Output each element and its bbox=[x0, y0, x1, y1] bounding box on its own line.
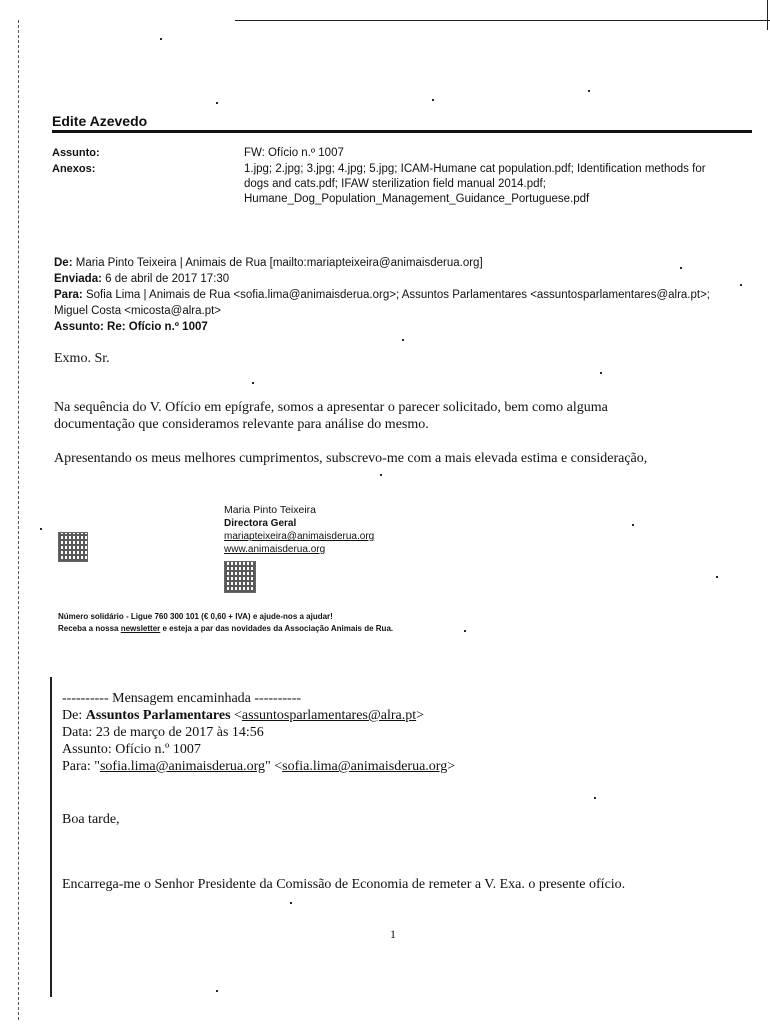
to-line bbox=[54, 287, 744, 319]
forward-to-label: Para: bbox=[62, 759, 91, 774]
scan-speck bbox=[160, 38, 162, 40]
spacer bbox=[62, 775, 742, 811]
footer-note-text: Receba a nossa bbox=[58, 624, 121, 633]
forward-to-quoted-link[interactable]: sofia.lima@animaisderua.org bbox=[99, 759, 266, 774]
sent-value: 6 de abril de 2017 17:30 bbox=[105, 273, 230, 285]
scan-speck bbox=[216, 102, 218, 104]
from-value: Maria Pinto Teixeira | Animais de Rua [mailto:mariapteixeira@animaisderua.org] bbox=[75, 257, 483, 269]
forward-from-line: De: Assuntos Parlamentares <assuntosparlamentares@alra.pt> bbox=[62, 708, 425, 723]
forward-date-line: Data: 23 de março de 2017 às 14:56 bbox=[62, 725, 264, 740]
forward-from-name: Assuntos Parlamentares bbox=[85, 708, 231, 723]
footer-note-text: e esteja a par das novidades da Associação Animais de Rua. bbox=[160, 624, 394, 633]
footer-note bbox=[58, 611, 393, 635]
qr-code-signature bbox=[224, 561, 256, 593]
forward-to-line: Para: "sofia.lima@animaisderua.org" <sofia.lima@animaisderua.org> bbox=[62, 759, 456, 774]
footer-note-line-2 bbox=[58, 623, 393, 635]
scan-speck bbox=[600, 372, 602, 374]
signature-website-link[interactable]: www.animaisderua.org bbox=[224, 544, 326, 555]
signature-email-link[interactable]: mariapteixeira@animaisderua.org bbox=[224, 531, 375, 542]
forward-from-email-link[interactable]: assuntosparlamentares@alra.pt bbox=[241, 708, 417, 723]
forward-subject-line: Assunto: Ofício n.º 1007 bbox=[62, 742, 201, 757]
scan-speck bbox=[252, 382, 254, 384]
scan-speck bbox=[432, 99, 434, 101]
spacer bbox=[62, 828, 742, 876]
paragraph-2: Apresentando os meus melhores cumprimentos, subscrevo-me com a mais elevada estima e consideração, bbox=[54, 451, 648, 466]
paragraph-1-line-1: Na sequência do V. Ofício em epígrafe, somos a apresentar o parecer solicitado, bem como alguma bbox=[54, 400, 608, 415]
from-line bbox=[54, 255, 744, 271]
to-label: Para: bbox=[54, 289, 83, 301]
forwarded-message bbox=[62, 690, 742, 893]
scan-edge-right bbox=[767, 0, 768, 30]
from-label: De: bbox=[54, 257, 73, 269]
forward-to-email-link[interactable]: sofia.lima@animaisderua.org bbox=[282, 759, 448, 774]
scan-speck bbox=[716, 576, 718, 578]
signature-name: Maria Pinto Teixeira bbox=[224, 504, 317, 516]
scan-speck bbox=[402, 339, 404, 341]
forward-quote-bar bbox=[50, 677, 52, 997]
newsletter-link[interactable]: newsletter bbox=[120, 624, 161, 633]
reply-subject-label: Assunto: bbox=[54, 321, 104, 333]
reply-subject-line bbox=[54, 319, 744, 335]
scan-speck bbox=[380, 474, 382, 476]
forward-greeting: Boa tarde, bbox=[62, 812, 120, 827]
signature-block bbox=[224, 504, 374, 556]
forward-body: Encarrega-me o Senhor Presidente da Comissão de Economia de remeter a V. Exa. o presente ofício. bbox=[62, 877, 626, 892]
scan-speck bbox=[588, 90, 590, 92]
to-value: Sofia Lima | Animais de Rua <sofia.lima@animaisderua.org>; Assuntos Parlamentares <assuntosparlamentares@alra.pt>; Miguel Costa <micosta@alra.pt> bbox=[54, 289, 710, 317]
reply-subject-value: Re: Ofício n.º 1007 bbox=[107, 321, 208, 333]
page-number: 1 bbox=[390, 927, 396, 941]
subject-label: Assunto: bbox=[52, 147, 100, 159]
paragraph-1-line-2: documentação que consideramos relevante para análise do mesmo. bbox=[54, 417, 429, 432]
scan-edge-top bbox=[235, 20, 770, 21]
email-header bbox=[54, 255, 744, 335]
scan-speck bbox=[216, 990, 218, 992]
sent-line bbox=[54, 271, 744, 287]
sender-name: Edite Azevedo bbox=[52, 113, 148, 129]
sent-label: Enviada: bbox=[54, 273, 102, 285]
qr-code-logo bbox=[58, 532, 88, 562]
scan-speck bbox=[632, 524, 634, 526]
scan-speck bbox=[40, 528, 42, 530]
subject-value: FW: Ofício n.º 1007 bbox=[244, 147, 344, 159]
forward-marker: ---------- Mensagem encaminhada ---------- bbox=[62, 691, 302, 706]
footer-note-line-1: Número solidário - Ligue 760 300 101 (€ 0,60 + IVA) e ajude-nos a ajudar! bbox=[58, 612, 333, 621]
signature-role: Directora Geral bbox=[224, 518, 297, 529]
scan-speck bbox=[290, 902, 292, 904]
scan-speck bbox=[464, 630, 466, 632]
header-divider bbox=[52, 130, 752, 133]
forward-from-label: De: bbox=[62, 708, 83, 723]
salutation: Exmo. Sr. bbox=[54, 351, 110, 366]
scan-edge-left bbox=[18, 20, 19, 1020]
attachments-label: Anexos: bbox=[52, 163, 96, 175]
attachments-value: 1.jpg; 2.jpg; 3.jpg; 4.jpg; 5.jpg; ICAM-Humane cat population.pdf; Identification methods for dogs and cats.pdf; IFAW sterilization field manual 2014.pdf; Humane_Dog_Population_Management_Guidance_Portuguese.pdf bbox=[244, 163, 706, 205]
